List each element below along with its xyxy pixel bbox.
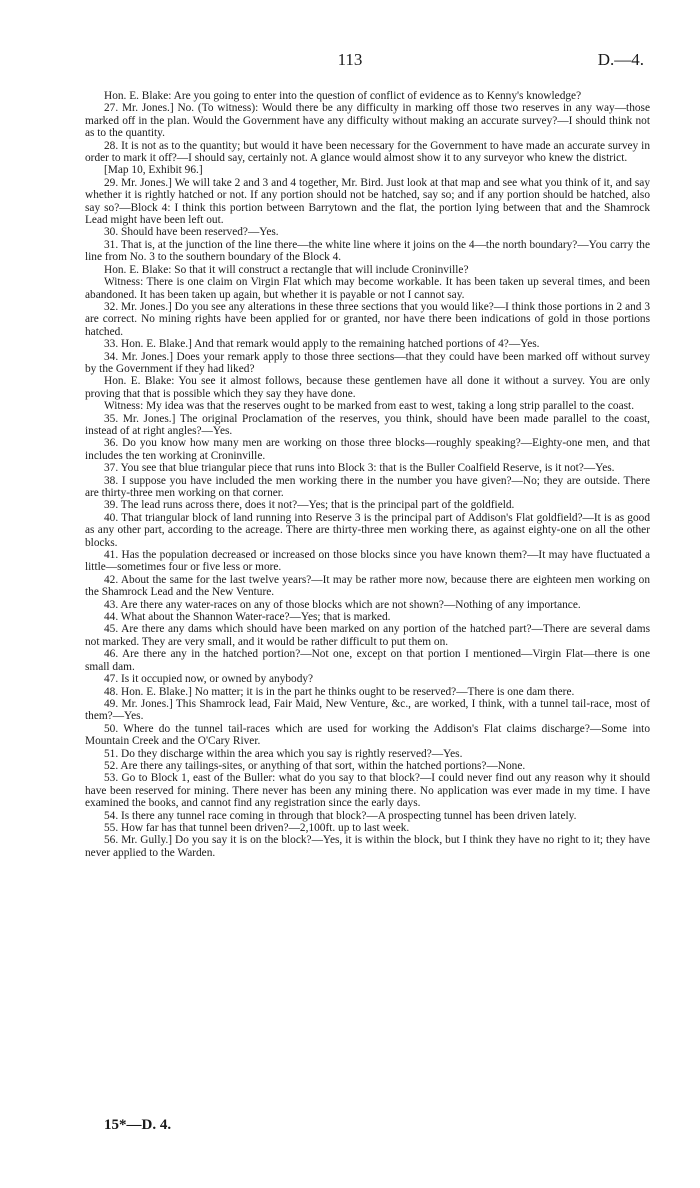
testimony-paragraph: 30. Should have been reserved?—Yes. <box>104 226 279 239</box>
testimony-paragraph: 49. Mr. Jones.] This Shamrock lead, Fair Maid, New Venture, &c., are worked, I think, with a tunnel tail-race, most of them?—Yes. <box>85 697 650 723</box>
testimony-paragraph: 54. Is there any tunnel race coming in through that block?—A prospecting tunnel has been driven lately. <box>104 809 577 822</box>
series-reference: D.—4. <box>597 50 644 69</box>
testimony-paragraph: 55. How far has that tunnel been driven?—2,100ft. up to last week. <box>104 821 410 834</box>
testimony-paragraph: 47. Is it occupied now, or owned by anybody? <box>104 673 314 686</box>
testimony-paragraph: 39. The lead runs across there, does it not?—Yes; that is the principal part of the goldfield. <box>104 499 515 512</box>
document-body <box>85 90 650 859</box>
testimony-paragraph: 45. Are there any dams which should have been marked on any portion of the hatched part?—There are several dams not marked. They are very small, and it would be rather difficult to put them on. <box>85 623 650 648</box>
testimony-paragraph: 29. Mr. Jones.] We will take 2 and 3 and 4 together, Mr. Bird. Just look at that map and see what you think of it, and say whether it is rightly hatched or not. If any portion should not be hatched, say so; and if any portion should be hatched, also say so?—Block 4: I think this portion between Barrytown and the flat, the portion lying between that and the Shamrock Lead might have been left out. <box>85 176 650 227</box>
testimony-paragraph: 42. About the same for the last twelve years?—It may be rather more now, because there are eighteen men working on the Shamrock Lead and the New Venture. <box>85 573 650 599</box>
testimony-paragraph: 41. Has the population decreased or increased on those blocks since you have known them?—It may have fluctuated a little—sometimes four or five less or more. <box>85 549 650 574</box>
testimony-paragraph: Witness: My idea was that the reserves ought to be marked from east to west, taking a long strip parallel to the coast. <box>104 400 635 413</box>
testimony-paragraph: 40. That triangular block of land running into Reserve 3 is the principal part of Addison's Flat goldfield?—It is as good as any other part, according to the acreage. There are thirty-three men working there, as against eighty-one on all the other blocks. <box>85 511 650 549</box>
testimony-paragraph: 38. I suppose you have included the men working there in the number you have given?—No; they are outside. There are thirty-three men working on that corner. <box>85 474 650 499</box>
testimony-paragraph: 53. Go to Block 1, east of the Buller: what do you say to that block?—I could never find out any reason why it should have been reserved for mining. There never has been any mining there. No application was ever made in my time. I have examined the books, and cannot find any registration since the early days. <box>85 772 650 810</box>
page-number: 113 <box>337 50 363 69</box>
testimony-paragraph: 52. Are there any tailings-sites, or anything of that sort, within the hatched portions?—None. <box>104 759 526 772</box>
testimony-paragraph: 44. What about the Shannon Water-race?—Yes; that is marked. <box>104 611 391 624</box>
testimony-paragraph: 27. Mr. Jones.] No. (To witness): Would there be any difficulty in marking off those two reserves in any way—those marked off in the plan. Would the Government have any difficulty without making an accurate survey?—I should think not as to the quantity. <box>85 102 650 140</box>
testimony-paragraph: 36. Do you know how many men are working on those three blocks—roughly speaking?—Eighty-one men, and that includes the ten working at Croninville. <box>85 437 650 462</box>
testimony-paragraph: 32. Mr. Jones.] Do you see any alterations in these three sections that you would like?—I think those portions in 2 and 3 are correct. No mining rights have been applied for or granted, nor have there been indications of gold in those portions hatched. <box>85 300 650 338</box>
testimony-paragraph: Hon. E. Blake: Are you going to enter into the question of conflict of evidence as to Kenny's knowledge? <box>104 90 582 102</box>
testimony-paragraph: 37. You see that blue triangular piece that runs into Block 3: that is the Buller Coalfield Reserve, is it not?—Yes. <box>104 462 615 475</box>
testimony-paragraph: 50. Where do the tunnel tail-races which are used for working the Addison's Flat claims discharge?—Some into Mountain Creek and the O'Cary River. <box>85 722 650 748</box>
signature-mark: 15*—D. 4. <box>104 1117 172 1133</box>
testimony-paragraph: Witness: There is one claim on Virgin Flat which may become workable. It has been taken up several times, and been abandoned. It has been taken up again, but whether it is payable or not I cannot say. <box>85 276 650 301</box>
page-header <box>0 50 700 72</box>
testimony-paragraph: 48. Hon. E. Blake.] No matter; it is in the part he thinks ought to be reserved?—There is one dam there. <box>104 685 575 698</box>
testimony-paragraph: Hon. E. Blake: So that it will construct a rectangle that will include Croninville? <box>104 263 469 276</box>
testimony-paragraph: Hon. E. Blake: You see it almost follows, because these gentlemen have all done it without a survey. You are only proving that that is possible which they say they have done. <box>85 375 650 400</box>
testimony-paragraph: 46. Are there any in the hatched portion?—Not one, except on that portion I mentioned—Virgin Flat—there is one small dam. <box>85 648 650 673</box>
testimony-paragraph: [Map 10, Exhibit 96.] <box>104 164 203 177</box>
testimony-paragraph: 28. It is not as to the quantity; but would it have been necessary for the Government to have made an accurate survey in order to mark it off?—I should say, certainly not. A glance would almost show it to any surveyor who knew the district. <box>85 139 650 165</box>
testimony-paragraph: 34. Mr. Jones.] Does your remark apply to those three sections—that they could have been marked off without survey by the Government if they had liked? <box>85 350 650 375</box>
testimony-paragraph: 56. Mr. Gully.] Do you say it is on the block?—Yes, it is within the block, but I think they have no right to it; they have never applied to the Warden. <box>85 834 650 859</box>
testimony-paragraph: 33. Hon. E. Blake.] And that remark would apply to the remaining hatched portions of 4?—Yes. <box>104 338 540 351</box>
testimony-paragraph: 43. Are there any water-races on any of those blocks which are not shown?—Nothing of any importance. <box>104 598 581 611</box>
testimony-paragraph: 51. Do they discharge within the area which you say is rightly reserved?—Yes. <box>104 747 463 760</box>
testimony-paragraph: 35. Mr. Jones.] The original Proclamation of the reserves, you think, should have been made parallel to the coast, instead of at right angles?—Yes. <box>85 412 650 437</box>
testimony-paragraph: 31. That is, at the junction of the line there—the white line where it joins on the 4—the north boundary?—You carry the line from No. 3 to the southern boundary of the Block 4. <box>85 238 650 264</box>
